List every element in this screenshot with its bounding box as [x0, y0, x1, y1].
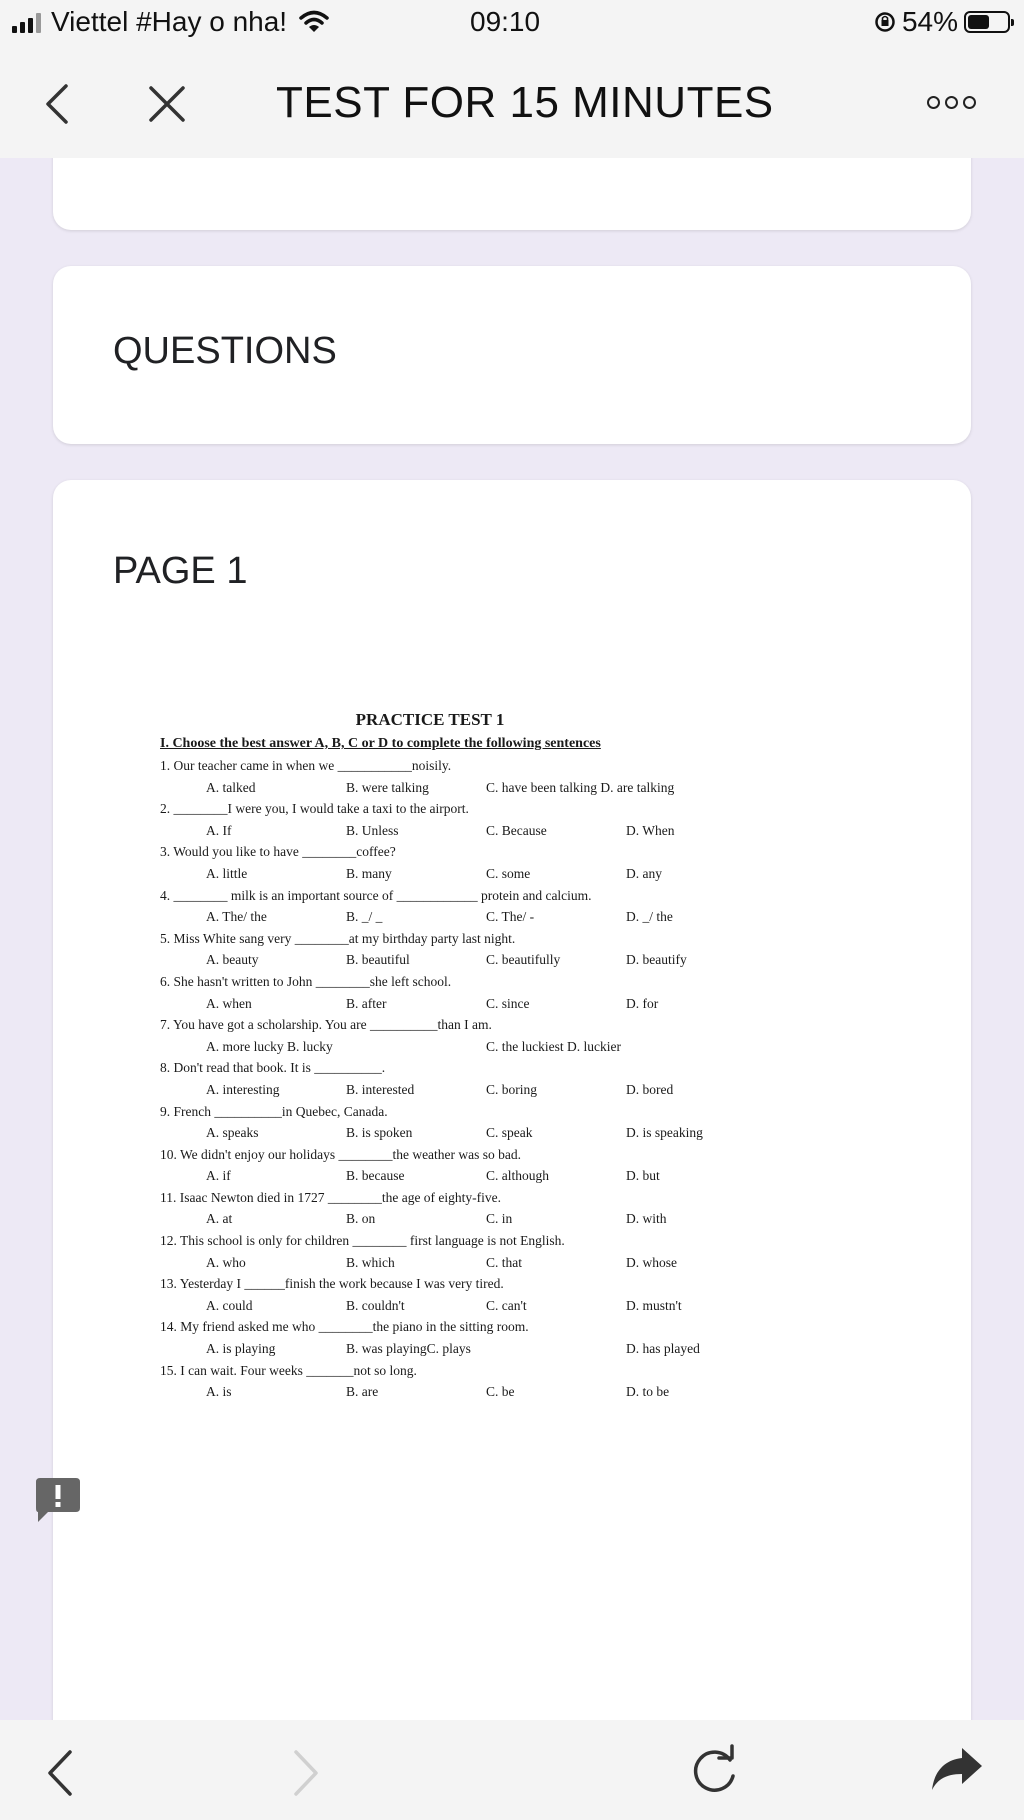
signal-icon — [12, 11, 41, 33]
status-bar — [0, 0, 1024, 50]
section-card — [53, 266, 971, 444]
answer-options — [160, 993, 740, 1015]
option-a: A. at — [206, 1211, 233, 1227]
answer-options — [160, 1208, 740, 1230]
option-c: C. Because — [486, 822, 547, 838]
answer-options — [160, 820, 740, 842]
more-options-icon[interactable] — [927, 96, 976, 109]
option-a: A. interesting — [206, 1081, 280, 1097]
option-d: D. is speaking — [626, 1125, 703, 1141]
option-c: C. although — [486, 1168, 549, 1184]
question-stem: 6. She hasn't written to John ________she left school. — [160, 973, 452, 989]
option-d: D. bored — [626, 1081, 674, 1097]
option-a: A. little — [206, 865, 248, 881]
answer-options — [160, 1381, 740, 1403]
option-c: C. that — [486, 1254, 522, 1270]
question-stem: 3. Would you like to have ________coffee? — [160, 844, 396, 860]
option-c: C. boring — [486, 1081, 538, 1097]
answer-options — [160, 949, 740, 971]
section-title: QUESTIONS — [113, 330, 337, 372]
option-d: D. When — [626, 822, 675, 838]
option-a: A. is playing — [206, 1341, 276, 1357]
question-stem: 5. Miss White sang very ________at my birthday party last night. — [160, 930, 516, 946]
option-a: A. when — [206, 995, 252, 1011]
option-d: D. whose — [626, 1254, 677, 1270]
option-d: D. with — [626, 1211, 667, 1227]
option-c: C. can't — [486, 1297, 527, 1313]
question-stem: 12. This school is only for children ________ first language is not English. — [160, 1233, 565, 1249]
form-content[interactable] — [0, 158, 1024, 1720]
option-b: B. interested — [346, 1081, 415, 1097]
option-b: B. many — [346, 865, 392, 881]
option-a: A. If — [206, 822, 232, 838]
answer-options — [160, 906, 740, 928]
option-b: B. beautiful — [346, 952, 410, 968]
question-stem: 2. ________I were you, I would take a taxi to the airport. — [160, 801, 469, 817]
option-b: B. couldn't — [346, 1297, 405, 1313]
option-b: B. after — [346, 995, 387, 1011]
question-stem: 14. My friend asked me who ________the piano in the sitting room. — [160, 1319, 529, 1335]
question-stem: 9. French __________in Quebec, Canada. — [160, 1103, 388, 1119]
page-heading: PAGE 1 — [113, 550, 248, 592]
question-list — [160, 755, 740, 1403]
option-a: A. who — [206, 1254, 246, 1270]
option-c: C. the luckiest D. luckier — [486, 1038, 621, 1054]
option-b: B. because — [346, 1168, 405, 1184]
browser-toolbar — [0, 1720, 1024, 1820]
option-a: A. beauty — [206, 952, 259, 968]
option-c: C. beautifully — [486, 952, 561, 968]
option-d: D. but — [626, 1168, 660, 1184]
option-b: B. was playingC. plays — [346, 1341, 471, 1357]
option-b: B. is spoken — [346, 1125, 413, 1141]
answer-options — [160, 1295, 740, 1317]
option-c: C. The/ - — [486, 909, 535, 925]
question-stem: 8. Don't read that book. It is __________. — [160, 1060, 386, 1076]
question-stem: 11. Isaac Newton died in 1727 ________the age of eighty-five. — [160, 1189, 502, 1205]
wifi-icon — [299, 10, 329, 34]
option-b: B. are — [346, 1384, 379, 1400]
back-icon[interactable] — [40, 80, 74, 128]
answer-options — [160, 777, 740, 799]
battery-percent: 54% — [901, 6, 958, 37]
option-a: A. could — [206, 1297, 253, 1313]
option-d: D. to be — [626, 1384, 670, 1400]
option-a: A. talked — [206, 779, 256, 795]
forward-arrow-icon[interactable] — [290, 1748, 322, 1798]
option-c: C. speak — [486, 1125, 533, 1141]
option-b: B. Unless — [346, 822, 399, 838]
question-stem: 4. ________ milk is an important source of ____________ protein and calcium. — [160, 887, 592, 903]
question-stem: 15. I can wait. Four weeks _______not so long. — [160, 1362, 417, 1378]
option-d: D. beautify — [626, 952, 687, 968]
answer-options — [160, 1338, 740, 1360]
option-d: D. _/ the — [626, 909, 673, 925]
answer-options — [160, 1122, 740, 1144]
option-b: B. _/ _ — [346, 909, 383, 925]
back-arrow-icon[interactable] — [44, 1748, 76, 1798]
option-d: D. for — [626, 995, 659, 1011]
option-a: A. is — [206, 1384, 232, 1400]
option-b: B. on — [346, 1211, 376, 1227]
answer-options — [160, 1165, 740, 1187]
option-d: D. mustn't — [626, 1297, 682, 1313]
navigation-bar — [0, 50, 1024, 158]
document-title: PRACTICE TEST 1 — [355, 710, 505, 729]
option-a: A. more lucky B. lucky — [206, 1038, 333, 1054]
test-document-image — [160, 710, 740, 1403]
question-stem: 7. You have got a scholarship. You are __________than I am. — [160, 1017, 492, 1033]
option-b: B. were talking — [346, 779, 429, 795]
option-d: D. has played — [626, 1341, 700, 1357]
form-card — [53, 158, 971, 230]
option-c: C. in — [486, 1211, 513, 1227]
answer-options — [160, 1079, 740, 1101]
option-a: A. if — [206, 1168, 231, 1184]
document-instruction: I. Choose the best answer A, B, C or D to complete the following sentences — [160, 736, 601, 751]
clock: 09:10 — [470, 6, 541, 37]
battery-icon — [964, 11, 1010, 33]
question-stem: 10. We didn't enjoy our holidays ________the weather was so bad. — [160, 1146, 522, 1162]
orientation-lock-icon — [874, 11, 896, 33]
option-c: C. since — [486, 995, 530, 1011]
option-a: A. speaks — [206, 1125, 259, 1141]
question-stem: 13. Yesterday I ______finish the work because I was very tired. — [160, 1276, 504, 1292]
report-feedback-icon[interactable] — [34, 1478, 82, 1522]
option-a: A. The/ the — [206, 909, 267, 925]
option-c: C. have been talking D. are talking — [486, 779, 675, 795]
page-title: TEST FOR 15 MINUTES — [276, 78, 774, 127]
share-icon[interactable] — [930, 1744, 986, 1792]
carrier-name: Viettel #Hay o nha! — [51, 6, 288, 37]
option-c: C. be — [486, 1384, 515, 1400]
answer-options — [160, 1036, 740, 1058]
question-stem: 1. Our teacher came in when we ___________noisily. — [160, 758, 452, 773]
reload-icon[interactable] — [686, 1744, 742, 1800]
option-c: C. some — [486, 865, 531, 881]
answer-options — [160, 1252, 740, 1274]
close-icon[interactable] — [145, 82, 189, 126]
option-b: B. which — [346, 1254, 395, 1270]
answer-options — [160, 863, 740, 885]
option-d: D. any — [626, 865, 662, 881]
